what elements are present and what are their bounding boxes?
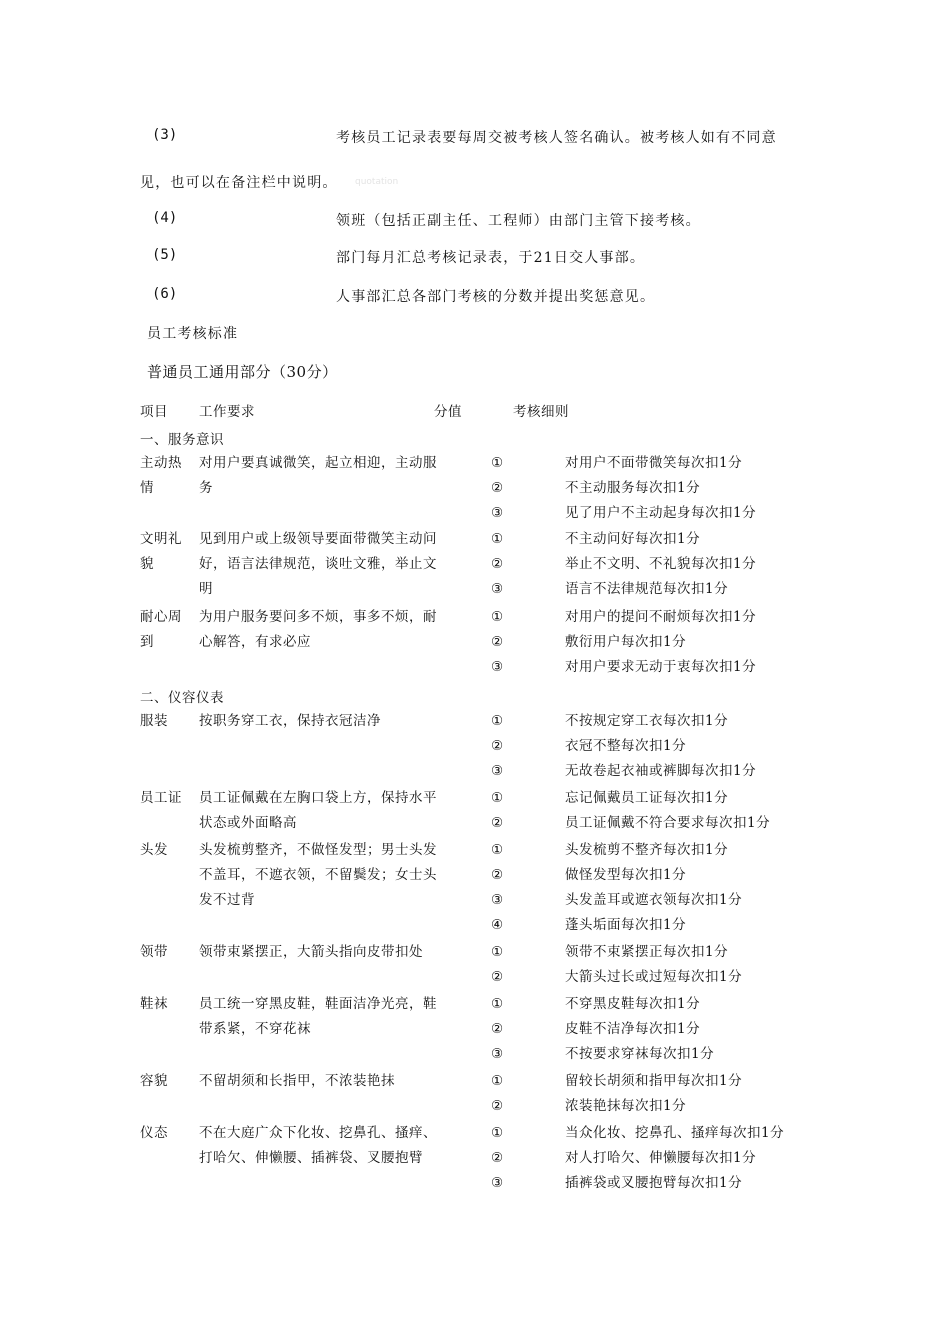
rule-markers: ① ② (491, 790, 504, 831)
row-requirement: 员工统一穿黑皮鞋，鞋面洁净光亮，鞋 带系紧，不穿花袜 (199, 996, 437, 1037)
procedure-4-number: (4) (152, 210, 178, 226)
row-item: 仪态 (140, 1125, 168, 1141)
row-requirement: 对用户要真诚微笑，起立相迎，主动服 务 (199, 455, 437, 496)
row-item: 耐心周 到 (140, 609, 182, 650)
header-score: 分值 (434, 404, 462, 420)
row-requirement: 见到用户或上级领导要面带微笑主动问 好，语言法律规范，谈吐文雅，举止文 明 (199, 531, 437, 597)
rule-markers: ① ② ③ (491, 531, 504, 597)
group-title-service: 一、服务意识 (140, 432, 224, 448)
rule-texts: 头发梳剪不整齐每次扣1分 做怪发型每次扣1分 头发盖耳或遮衣领每次扣1分 蓬头垢面每次扣1分 (565, 842, 743, 933)
procedure-4-text: 领班（包括正副主任、工程师）由部门主管下接考核。 (336, 213, 701, 229)
rule-markers: ① ② ③ ④ (491, 842, 504, 933)
row-item: 鞋袜 (140, 996, 168, 1012)
watermark-text: quotation (355, 177, 399, 187)
section-title: 员工考核标准 (147, 326, 239, 342)
procedure-3-text: 考核员工记录表要每周交被考核人签名确认。被考核人如有不同意 (336, 130, 777, 146)
row-requirement: 领带束紧摆正，大箭头指向皮带扣处 (199, 944, 423, 960)
row-requirement: 不在大庭广众下化妆、挖鼻孔、搔痒、 打哈欠、伸懒腰、插裤袋、叉腰抱臂 (199, 1125, 437, 1166)
rule-markers: ① ② ③ (491, 713, 504, 779)
row-requirement: 头发梳剪整齐，不做怪发型；男士头发 不盖耳，不遮衣领，不留鬓发；女士头 发不过背 (199, 842, 437, 908)
rule-markers: ① ② ③ (491, 455, 504, 521)
rule-texts: 忘记佩戴员工证每次扣1分 员工证佩戴不符合要求每次扣1分 (565, 790, 771, 831)
rule-texts: 对用户的提问不耐烦每次扣1分 敷衍用户每次扣1分 对用户要求无动于衷每次扣1分 (565, 609, 757, 675)
rule-texts: 对用户不面带微笑每次扣1分 不主动服务每次扣1分 见了用户不主动起身每次扣1分 (565, 455, 757, 521)
row-item: 头发 (140, 842, 168, 858)
row-item: 文明礼 貌 (140, 531, 182, 572)
header-rules: 考核细则 (513, 404, 569, 420)
row-requirement: 为用户服务要问多不烦，事多不烦，耐 心解答，有求必应 (199, 609, 437, 650)
row-item: 主动热 情 (140, 455, 182, 496)
rule-markers: ① ② (491, 1073, 504, 1114)
row-requirement: 按职务穿工衣，保持衣冠洁净 (199, 713, 381, 729)
rule-markers: ① ② ③ (491, 996, 504, 1062)
rule-texts: 不穿黑皮鞋每次扣1分 皮鞋不洁净每次扣1分 不按要求穿袜每次扣1分 (565, 996, 715, 1062)
procedure-5-number: (5) (152, 247, 178, 263)
rule-texts: 当众化妆、挖鼻孔、搔痒每次扣1分 对人打哈欠、伸懒腰每次扣1分 插裤袋或叉腰抱臂每次扣1分 (565, 1125, 785, 1191)
row-item: 容貌 (140, 1073, 168, 1089)
procedure-6-text: 人事部汇总各部门考核的分数并提出奖惩意见。 (336, 289, 656, 305)
row-requirement: 员工证佩戴在左胸口袋上方，保持水平 状态或外面略高 (199, 790, 437, 831)
row-item: 服装 (140, 713, 168, 729)
header-item: 项目 (140, 404, 168, 420)
rule-texts: 留较长胡须和指甲每次扣1分 浓装艳抹每次扣1分 (565, 1073, 743, 1114)
group-title-appearance: 二、仪容仪表 (140, 690, 224, 706)
procedure-3-continuation: 见，也可以在备注栏中说明。 (140, 175, 338, 191)
rule-texts: 不按规定穿工衣每次扣1分 衣冠不整每次扣1分 无故卷起衣袖或裤脚每次扣1分 (565, 713, 757, 779)
row-requirement: 不留胡须和长指甲，不浓装艳抹 (199, 1073, 395, 1089)
rule-texts: 不主动问好每次扣1分 举止不文明、不礼貌每次扣1分 语言不法律规范每次扣1分 (565, 531, 757, 597)
procedure-5-text: 部门每月汇总考核记录表，于21日交人事部。 (336, 250, 646, 266)
subsection-title: 普通员工通用部分（30分） (147, 363, 338, 381)
rule-markers: ① ② ③ (491, 1125, 504, 1191)
rule-markers: ① ② (491, 944, 504, 985)
row-item: 员工证 (140, 790, 182, 806)
rule-markers: ① ② ③ (491, 609, 504, 675)
procedure-6-number: (6) (152, 286, 178, 302)
row-item: 领带 (140, 944, 168, 960)
rule-texts: 领带不束紧摆正每次扣1分 大箭头过长或过短每次扣1分 (565, 944, 743, 985)
procedure-3-number: (3) (152, 127, 178, 143)
header-requirement: 工作要求 (199, 404, 255, 420)
